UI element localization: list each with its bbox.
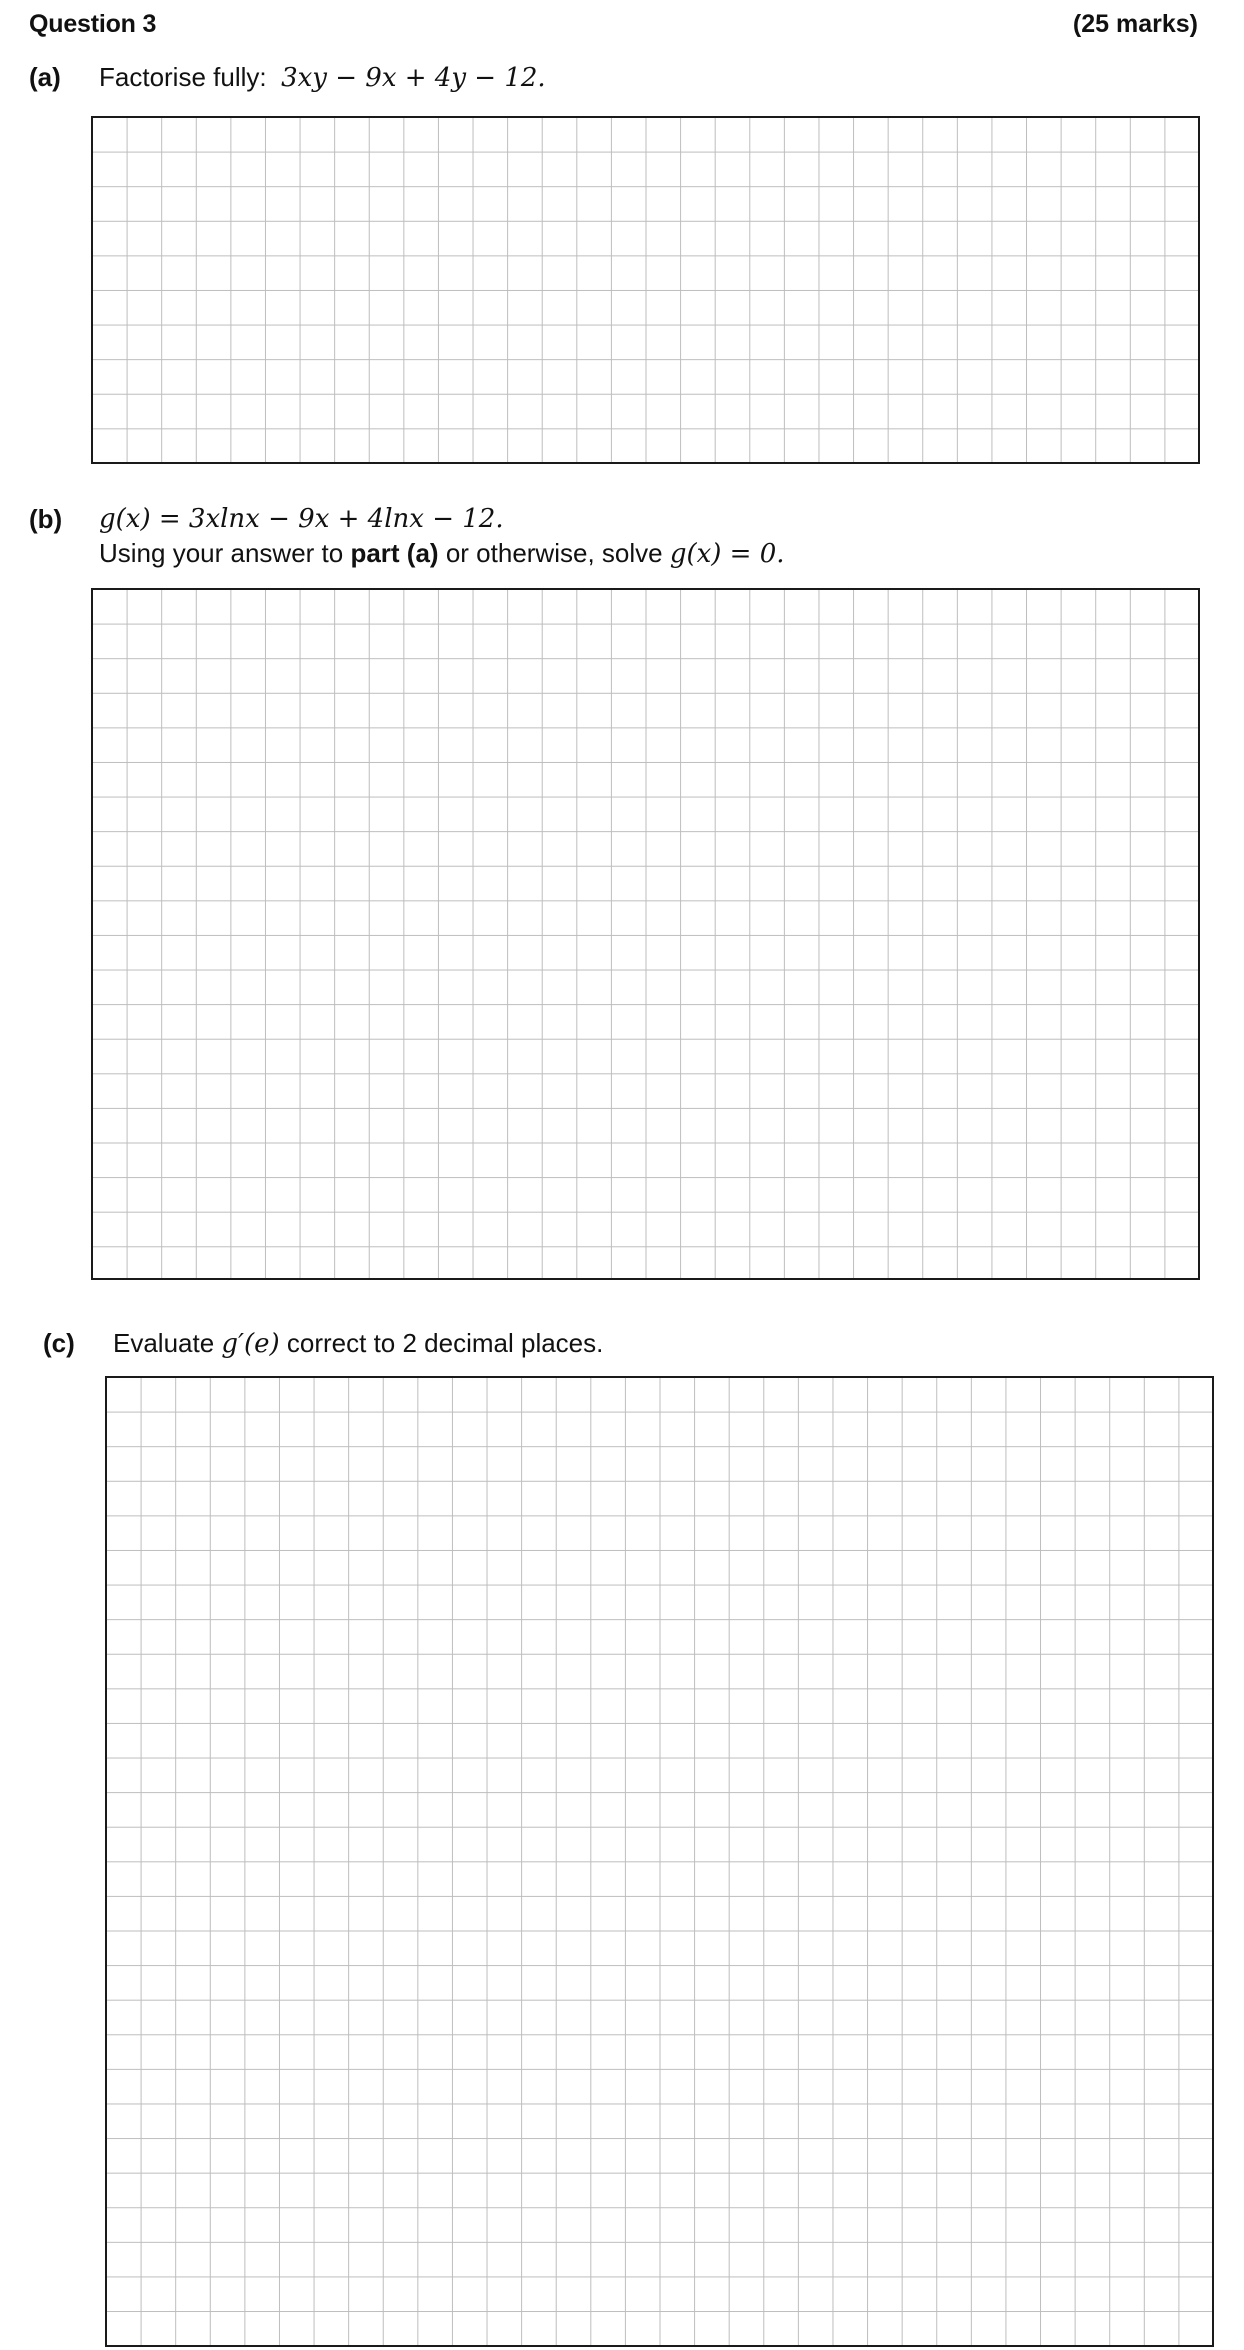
question-title: Question 3	[29, 10, 157, 38]
part-b-instruction-expression: g(x) = 0.	[669, 539, 785, 569]
part-c-label: (c)	[43, 1328, 75, 1358]
part-b-instruction	[99, 538, 785, 569]
part-a-prompt: Factorise fully:	[99, 62, 267, 92]
part-b-instruction-start: Using your answer to	[99, 538, 344, 568]
part-c-answer-grid[interactable]	[105, 1376, 1214, 2347]
part-b-instruction-mid: or otherwise, solve	[445, 538, 663, 568]
question-marks: (25 marks)	[1072, 10, 1198, 38]
part-b-instruction-bold: part (a)	[350, 538, 439, 568]
part-c-question	[113, 1328, 603, 1359]
part-a-question	[99, 62, 546, 93]
part-a-answer-grid[interactable]	[91, 116, 1200, 464]
part-a-expression: 3xy − 9x + 4y − 12.	[281, 63, 546, 93]
part-c-prompt-end: correct to 2 decimal places.	[286, 1328, 604, 1358]
part-b-label: (b)	[29, 504, 63, 534]
part-c-prompt-start: Evaluate	[113, 1328, 215, 1358]
part-b-function-definition: g(x) = 3xlnx − 9x + 4lnx − 12.	[99, 504, 504, 534]
part-c-expression: g′(e)	[221, 1329, 280, 1359]
part-a-label: (a)	[29, 62, 61, 92]
part-b-answer-grid[interactable]	[91, 588, 1200, 1280]
